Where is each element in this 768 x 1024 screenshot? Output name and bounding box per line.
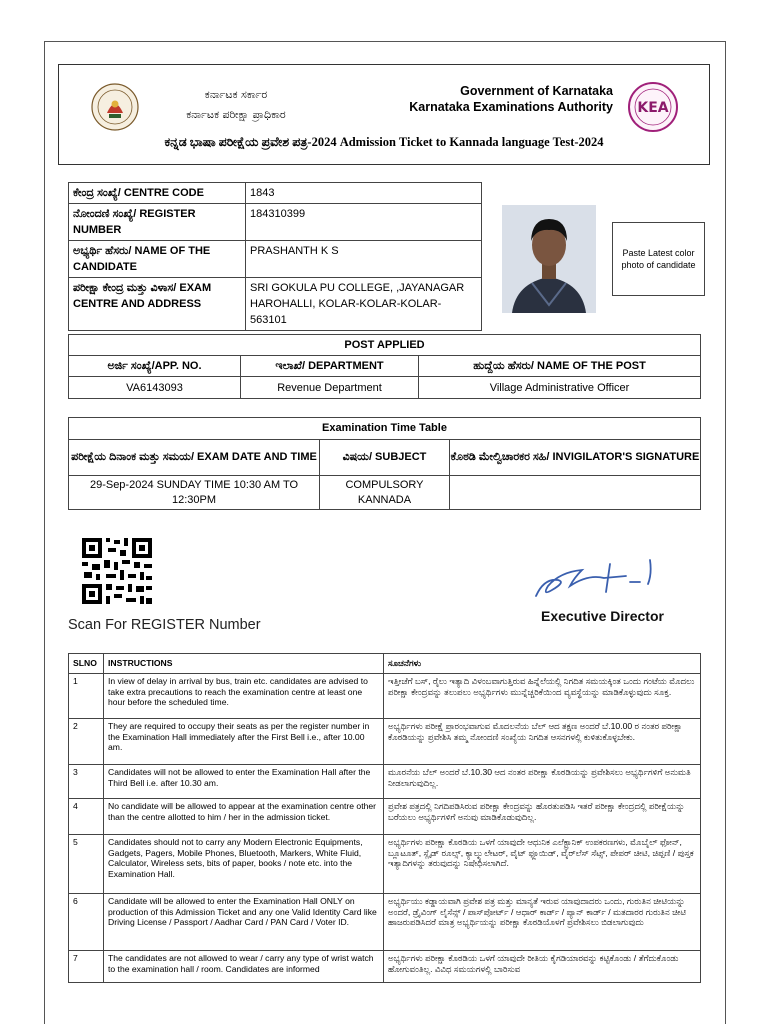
instruction-number: 1 [69, 674, 104, 719]
instruction-number: 4 [69, 799, 104, 835]
table-row [69, 719, 701, 765]
centre-code-label: ಕೇಂದ್ರ ಸಂಖ್ಯೆ/ CENTRE CODE [69, 183, 246, 204]
instruction-text-kn: ಅಭ್ಯರ್ಥಿಗಳು ಪರೀಕ್ಷಾ ಕೊಠಡಿಯ ಒಳಗೆ ಯಾವುದೇ ರೀತಿಯ ಕೈಗಡಿಯಾರವನ್ನು ಕಟ್ಟಿಕೊಂಡು / ತೆಗೆದುಕೊಂಡು ಹೋಗುವಂತಿಲ್ಲ. ವಿವಿಧ ಸಮಯಗಳಲ್ಲಿ ಬಾರಿಸುವ [384, 951, 701, 983]
invigilator-header: ಕೊಠಡಿ ಮೇಲ್ವಿಚಾರಕರ ಸಹಿ/ INVIGILATOR'S SIGNATURE [450, 440, 701, 476]
table-row [69, 799, 701, 835]
instruction-number: 3 [69, 765, 104, 799]
instruction-number: 5 [69, 835, 104, 894]
subject-value: COMPULSORY KANNADA [320, 476, 450, 510]
register-number-label: ನೋಂದಣಿ ಸಂಖ್ಯೆ/ REGISTER NUMBER [69, 204, 246, 241]
instruction-text-en: The candidates are not allowed to wear / carry any type of wrist watch to the examination hall / room. Candidates are informed [104, 951, 384, 983]
subject-header: ವಿಷಯ/ SUBJECT [320, 440, 450, 476]
table-row [69, 654, 701, 674]
candidate-info-table [68, 182, 482, 331]
table-row [69, 951, 701, 983]
table-row [69, 765, 701, 799]
person-photo-icon [502, 205, 596, 313]
table-row [69, 835, 701, 894]
candidate-name-value: PRASHANTH K S [246, 241, 482, 278]
slno-header: SLNO [69, 654, 104, 674]
department-value: Revenue Department [241, 377, 419, 399]
exam-timetable [68, 417, 701, 510]
instructions-table [68, 653, 701, 983]
instruction-text-en: They are required to occupy their seats as per the register number in the Examination Hall immediately after the First Bell i.e., after 10.00 am. [104, 719, 384, 765]
instruction-text-kn: ಇತ್ತೀಚೆಗೆ ಬಸ್, ರೈಲು ಇತ್ಯಾದಿ ವಿಳಂಬವಾಗುತ್ತಿರುವ ಹಿನ್ನೆಲೆಯಲ್ಲಿ ನಿಗದಿತ ಸಮಯಕ್ಕಿಂತ ಒಂದು ಗಂಟೆಯ ಮೊದಲು ಪರೀಕ್ಷಾ ಕೇಂದ್ರವನ್ನು ತಲುಪಲು ಅಭ್ಯರ್ಥಿಗಳು ಮುನ್ನೆಚ್ಚರಿಕೆಯಿಂದ ವ್ಯವಸ್ಥೆಯನ್ನು ಮಾಡಿಕೊಳ್ಳುವುದು ಸೂಕ್ತ. [384, 674, 701, 719]
instruction-text-kn: ಅಭ್ಯರ್ಥಿಗಳು ಪರೀಕ್ಷಾ ಕೊಠಡಿಯ ಒಳಗೆ ಯಾವುದೇ ಆಧುನಿಕ ಎಲೆಕ್ಟ್ರಾನಿಕ್ ಉಪಕರಣಗಳು, ಮೊಬೈಲ್ ಫೋನ್, ಬ್ಲೂಟೂತ್, ಸ್ಲೈಡ್ ರೂಲ್ಸ್, ಕ್ಯಾಲ್ಕ್ಯುಲೇಟರ್, ವೈಟ್ ಫ್ಲೂಯಿಡ್, ವೈರ್‌ಲೆಸ್ ಸೆಟ್ಸ್, ಪೇಪರ್ ಚೀಟಿ, ಚಿಪ್ಪಣಿ / ಪುಸ್ತಕ ಇತ್ಯಾದಿಗಳನ್ನು ತರುವುದನ್ನು ನಿಷೇಧಿಸಲಾಗಿದೆ. [384, 835, 701, 894]
table-row [69, 241, 482, 278]
register-number-value: 184310399 [246, 204, 482, 241]
exam-date-value: 29-Sep-2024 SUNDAY TIME 10:30 AM TO 12:30PM [69, 476, 320, 510]
ticket-title: ಕನ್ನಡ ಭಾಷಾ ಪರೀಕ್ಷೆಯ ಪ್ರವೇಶ ಪತ್ರ-2024 Admission Ticket to Kannada language Test-2024 [164, 135, 604, 149]
qr-code-icon[interactable] [80, 536, 154, 606]
kannada-authority-name [183, 85, 289, 125]
post-applied-table [68, 334, 701, 399]
instruction-text-en: No candidate will be allowed to appear at the examination centre other than the centre allotted to him / her in the admission ticket. [104, 799, 384, 835]
kannada-instructions-header: ಸೂಚನೆಗಳು [384, 654, 701, 674]
table-row [69, 377, 701, 399]
instruction-text-kn: ಮೂರನೆಯ ಬೆಲ್ ಅಂದರೆ ಬೆ.10.30 ಆದ ನಂತರ ಪರೀಕ್ಷಾ ಕೊಠಡಿಯನ್ನು ಪ್ರವೇಶಿಸಲು ಅಭ್ಯರ್ಥಿಗಳಿಗೆ ಅನುಮತಿ ನೀಡಲಾಗುವುದಿಲ್ಲ. [384, 765, 701, 799]
english-kea-text: Karnataka Examinations Authority [409, 100, 613, 114]
instruction-text-en: Candidate will be allowed to enter the Examination Hall ONLY on production of this Admission Ticket and any one Valid Identity Card like Driving License / Passport / Aadhar Card / PAN Card / Voter ID. [104, 894, 384, 951]
app-no-header: ಅರ್ಜಿ ಸಂಖ್ಯೆ/APP. NO. [69, 356, 241, 377]
exam-date-header: ಪರೀಕ್ಷೆಯ ದಿನಾಂಕ ಮತ್ತು ಸಮಯ/ EXAM DATE AND TIME [69, 440, 320, 476]
kannada-kea-text: ಕರ್ನಾಟಕ ಪರೀಕ್ಷಾ ಪ್ರಾಧಿಕಾರ [186, 108, 286, 121]
table-row [69, 440, 701, 476]
candidate-photo [502, 205, 596, 313]
table-row [69, 894, 701, 951]
table-row [69, 674, 701, 719]
app-no-value: VA6143093 [69, 377, 241, 399]
instruction-text-kn: ಅಭ್ಯರ್ಥಿಯು ಕಡ್ಡಾಯವಾಗಿ ಪ್ರವೇಶ ಪತ್ರ ಮತ್ತು ಮಾನ್ಯತೆ ಇರುವ ಯಾವುದಾದರು ಒಂದು, ಗುರುತಿನ ಚೀಟಿಯನ್ನು ಅಂದರೆ, ಡ್ರೈವಿಂಗ್ ಲೈಸೆನ್ಸ್ / ಪಾಸ್‌ಪೋರ್ಟ್ / ಆಧಾರ್ ಕಾರ್ಡ್ / ಪ್ಯಾನ್ ಕಾರ್ಡ್ / ಮತದಾರರ ಗುರುತಿನ ಚೀಟಿ ಹಾಜರುಪಡಿಸಿದರೆ ಮಾತ್ರ ಅಭ್ಯರ್ಥಿಯನ್ನು ಪರೀಕ್ಷಾ ಕೊಠಡಿಯೊಳಗೆ ಪ್ರವೇಶಿಸಲು ಬಿಡಲಾಗುವುದು [384, 894, 701, 951]
table-row [69, 278, 482, 331]
kea-logo-icon [625, 81, 681, 133]
post-applied-title: POST APPLIED [69, 335, 701, 356]
exam-centre-label: ಪರೀಕ್ಷಾ ಕೇಂದ್ರ ಮತ್ತು ವಿಳಾಸ/ EXAM CENTRE AND ADDRESS [69, 278, 246, 331]
exam-centre-value: SRI GOKULA PU COLLEGE, ,JAYANAGAR HAROHALLI, KOLAR-KOLAR-KOLAR-563101 [246, 278, 482, 331]
table-row [69, 356, 701, 377]
scan-register-label: Scan For REGISTER Number [68, 617, 261, 633]
kannada-gov-text: ಕರ್ನಾಟಕ ಸರ್ಕಾರ [204, 88, 268, 101]
signature-icon [530, 556, 660, 602]
department-header: ಇಲಾಖೆ/ DEPARTMENT [241, 356, 419, 377]
instruction-text-en: Candidates will not be allowed to enter the Examination Hall after the Third Bell i.e. after 10.30 am. [104, 765, 384, 799]
instruction-text-kn: ಅಭ್ಯರ್ಥಿಗಳು ಪರೀಕ್ಷೆ ಪ್ರಾರಂಭವಾಗುವ ಮೊದಲನೆಯ ಬೆಲ್ ಆದ ತಕ್ಷಣ ಅಂದರೆ ಬೆ.10.00 ರ ನಂತರ ಪರೀಕ್ಷಾ ಕೊಠಡಿಯನ್ನು ಪ್ರವೇಶಿಸಿ ತಮ್ಮ ನೋಂದಣಿ ಸಂಖ್ಯೆಯ ನಿಗದಿತ ಆಸನಗಳಲ್ಲಿ ಕುಳಿತುಕೊಳ್ಳಬೇಕು. [384, 719, 701, 765]
candidate-name-label: ಅಭ್ಯರ್ಥಿ ಹೆಸರು/ NAME OF THE CANDIDATE [69, 241, 246, 278]
paste-photo-box: Paste Latest color photo of candidate [612, 222, 705, 296]
instructions-header: INSTRUCTIONS [104, 654, 384, 674]
instruction-text-kn: ಪ್ರವೇಶ ಪತ್ರದಲ್ಲಿ ನಿಗದಿಪಡಿಸಿರುವ ಪರೀಕ್ಷಾ ಕೇಂದ್ರವನ್ನು ಹೊರತುಪಡಿಸಿ ಇತರೆ ಪರೀಕ್ಷಾ ಕೇಂದ್ರದಲ್ಲಿ ಪರೀಕ್ಷೆಯನ್ನು ಬರೆಯಲು ಅಭ್ಯರ್ಥಿಗಳಿಗೆ ಅನುವು ಮಾಡಿಕೊಡುವುದಿಲ್ಲ. [384, 799, 701, 835]
instruction-number: 2 [69, 719, 104, 765]
invigilator-signature-cell [450, 476, 701, 510]
table-row [69, 335, 701, 356]
executive-director-label: Executive Director [541, 608, 664, 624]
post-name-value: Village Administrative Officer [419, 377, 701, 399]
english-gov-text: Government of Karnataka [460, 84, 613, 98]
table-row [69, 204, 482, 241]
instruction-number: 6 [69, 894, 104, 951]
post-name-header: ಹುದ್ದೆಯ ಹೆಸರು/ NAME OF THE POST [419, 356, 701, 377]
table-row [69, 418, 701, 440]
ticket-header [58, 64, 710, 165]
table-row [69, 476, 701, 510]
instruction-text-en: Candidates should not to carry any Modern Electronic Equipments, Gadgets, Pagers, Mobile Phones, Bluetooth, Markers, White Fluid, Calculator, Wireless sets, bits of paper, books / note etc. into the Examination Hall. [104, 835, 384, 894]
english-authority-name [399, 83, 613, 115]
table-row [69, 183, 482, 204]
centre-code-value: 1843 [246, 183, 482, 204]
karnataka-emblem-icon [91, 83, 139, 131]
instruction-text-en: In view of delay in arrival by bus, train etc. candidates are advised to take extra precautions to reach the examination centre at least one hour before the scheduled time. [104, 674, 384, 719]
instruction-number: 7 [69, 951, 104, 983]
kea-logo-text: KEA [637, 100, 669, 116]
exam-timetable-title: Examination Time Table [69, 418, 701, 440]
